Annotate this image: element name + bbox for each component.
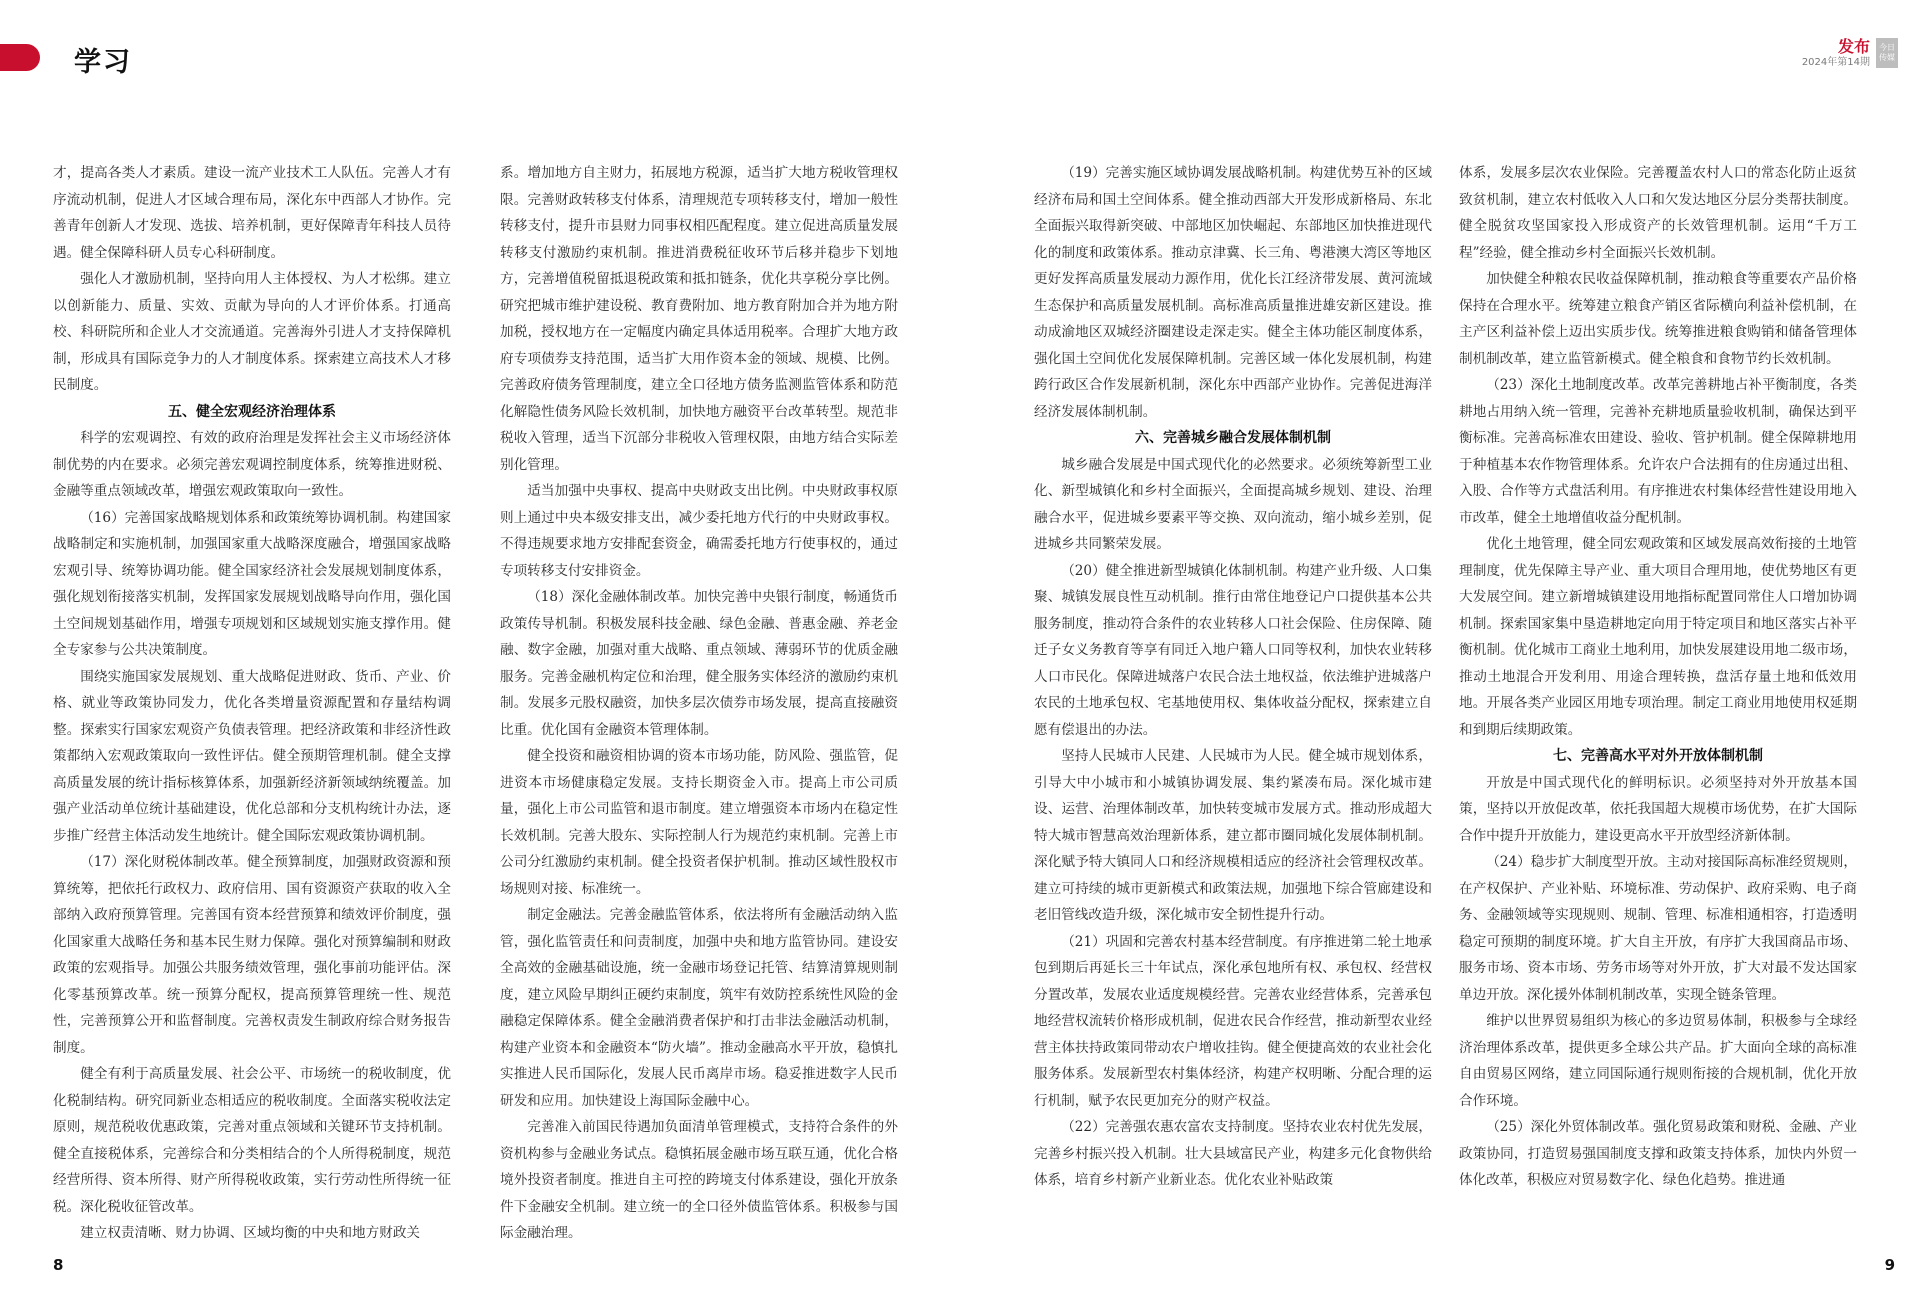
paragraph: （19）完善实施区域协调发展战略机制。构建优势互补的区域经济布局和国土空间体系。健全推动西部大开发形成新格局、东北全面振兴取得新突破、中部地区加快崛起、东部地区加快推进现代化的制度和政策体系。推动京津冀、长三角、粤港澳大湾区等地区更好发挥高质量发展动力源作用，优化长江经济带发展、黄河流域生态保护和高质量发展机制。高标准高质量推进雄安新区建设。推动成渝地区双城经济圈建设走深走实。健全主体功能区制度体系，强化国土空间优化发展保障机制。完善区域一体化发展机制，构建跨行政区合作发展新机制，深化东中西部产业协作。完善促进海洋经济发展体制机制。 [1034,165,1432,420]
masthead-name: 发布 [1837,37,1870,56]
section-title: 学习 [74,47,132,78]
paragraph: 建立权责清晰、财力协调、区域均衡的中央和地方财政关 [80,1225,421,1241]
paragraph: （23）深化土地制度改革。改革完善耕地占补平衡制度，各类耕地占用纳入统一管理，完善补充耕地质量验收机制，确保达到平衡标准。完善高标准农田建设、验收、管护机制。健全保障耕地用于种植基本农作物管理体系。允许农户合法拥有的住房通过出租、入股、合作等方式盘活利用。有序推进农村集体经营性建设用地入市改革，健全土地增值收益分配机制。 [1459,377,1857,526]
paragraph: （18）深化金融体制改革。加快完善中央银行制度，畅通货币政策传导机制。积极发展科技金融、绿色金融、普惠金融、养老金融、数字金融，加强对重大战略、重点领域、薄弱环节的优质金融服务。完善金融机构定位和治理，健全服务实体经济的激励约束机制。发展多元股权融资，加快多层次债券市场发展，提高直接融资比重。优化国有金融资本管理体制。 [500,589,898,738]
masthead-issue: 2024年第14期 [1801,57,1870,68]
paragraph: 适当加强中央事权、提高中央财政支出比例。中央财政事权原则上通过中央本级安排支出，减少委托地方代行的中央财政事权。不得违规要求地方安排配套资金，确需委托地方行使事权的，通过专项转移支付安排资金。 [500,483,898,579]
paragraph: （25）深化外贸体制改革。强化贸易政策和财税、金融、产业政策协同，打造贸易强国制度支撑和政策支持体系，加快内外贸一体化改革，积极应对贸易数字化、绿色化趋势。推进通 [1459,1119,1857,1188]
paragraph: 强化人才激励机制，坚持向用人主体授权、为人才松绑。建立以创新能力、质量、实效、贡献为导向的人才评价体系。打通高校、科研院所和企业人才交流通道。完善海外引进人才支持保障机制，形成具有国际竞争力的人才制度体系。探索建立高技术人才移民制度。 [53,271,451,393]
paragraph: （17）深化财税体制改革。健全预算制度，加强财政资源和预算统筹，把依托行政权力、政府信用、国有资源资产获取的收入全部纳入政府预算管理。完善国有资本经营预算和绩效评价制度，强化国家重大战略任务和基本民生财力保障。强化对预算编制和财政政策的宏观指导。加强公共服务绩效管理，强化事前功能评估。深化零基预算改革。统一预算分配权，提高预算管理统一性、规范性，完善预算公开和监督制度。完善权责发生制政府综合财务报告制度。 [53,854,451,1056]
masthead [1802,38,1898,70]
paragraph: 健全投资和融资相协调的资本市场功能，防风险、强监管，促进资本市场健康稳定发展。支持长期资金入市。提高上市公司质量，强化上市公司监管和退市制度。建立增强资本市场内在稳定性长效机制。完善大股东、实际控制人行为规范约束机制。完善上市公司分红激励约束机制。健全投资者保护机制。推动区域性股权市场规则对接、标准统一。 [500,748,898,897]
paragraph: 维护以世界贸易组织为核心的多边贸易体制，积极参与全球经济治理体系改革，提供更多全球公共产品。扩大面向全球的高标准自由贸易区网络，建立同国际通行规则衔接的合规机制，优化开放合作环境。 [1459,1013,1857,1109]
paragraph: （21）巩固和完善农村基本经营制度。有序推进第二轮土地承包到期后再延长三十年试点，深化承包地所有权、承包权、经营权分置改革，发展农业适度规模经营。完善农业经营体系，完善承包地经营权流转价格形成机制，促进农民合作经营，推动新型农业经营主体扶持政策同带动农户增收挂钩。健全便捷高效的农业社会化服务体系。发展新型农村集体经济，构建产权明晰、分配合理的运行机制，赋予农民更加充分的财产权益。 [1034,933,1432,1109]
page-number-left: 8 [53,1256,64,1274]
section-tab-marker [0,44,40,71]
paragraph: 坚持人民城市人民建、人民城市为人民。健全城市规划体系，引导大中小城市和小城镇协调发展、集约紧凑布局。深化城市建设、运营、治理体制改革，加快转变城市发展方式。推动形成超大特大城市智慧高效治理新体系，建立都市圈同城化发展体制机制。深化赋予特大镇同人口和经济规模相适应的经济社会管理权改革。建立可持续的城市更新模式和政策法规，加强地下综合管廊建设和老旧管线改造升级，深化城市安全韧性提升行动。 [1034,748,1432,923]
paragraph: （24）稳步扩大制度型开放。主动对接国际高标准经贸规则，在产权保护、产业补贴、环境标准、劳动保护、政府采购、电子商务、金融领域等实现规则、规制、管理、标准相通相容，打造透明稳定可预期的制度环境。扩大自主开放，有序扩大我国商品市场、服务市场、资本市场、劳务市场等对外开放，扩大对最不发达国家单边开放。深化援外体制机制改革，实现全链条管理。 [1459,854,1857,1003]
paragraph: 完善准入前国民待遇加负面清单管理模式，支持符合条件的外资机构参与金融业务试点。稳慎拓展金融市场互联互通，优化合格境外投资者制度。推进自主可控的跨境支付体系建设，强化开放条件下金融安全机制。建立统一的全口径外债监管体系。积极参与国际金融治理。 [500,1119,898,1241]
section-heading: 五、健全宏观经济治理体系 [168,403,336,420]
text-column-3 [1034,160,1432,1194]
paragraph: 健全有利于高质量发展、社会公平、市场统一的税收制度，优化税制结构。研究同新业态相适应的税收制度。全面落实税收法定原则，规范税收优惠政策，完善对重点领域和关键环节支持机制。健全直接税体系，完善综合和分类相结合的个人所得税制度，规范经营所得、资本所得、财产所得税收政策，实行劳动性所得统一征税。深化税收征管改革。 [53,1066,451,1215]
paragraph: 才，提高各类人才素质。建设一流产业技术工人队伍。完善人才有序流动机制，促进人才区域合理布局，深化东中西部人才协作。完善青年创新人才发现、选拔、培养机制，更好保障青年科技人员待遇。健全保障科研人员专心科研制度。 [53,165,451,261]
paragraph: 体系，发展多层次农业保险。完善覆盖农村人口的常态化防止返贫致贫机制，建立农村低收入人口和欠发达地区分层分类帮扶制度。健全脱贫攻坚国家投入形成资产的长效管理机制。运用“千万工程”经验，健全推动乡村全面振兴长效机制。 [1459,165,1857,261]
paragraph: 制定金融法。完善金融监管体系，依法将所有金融活动纳入监管，强化监管责任和问责制度，加强中央和地方监管协同。建设安全高效的金融基础设施，统一金融市场登记托管、结算清算规则制度，建立风险早期纠正硬约束制度，筑牢有效防控系统性风险的金融稳定保障体系。健全金融消费者保护和打击非法金融活动机制，构建产业资本和金融资本“防火墙”。推动金融高水平开放，稳慎扎实推进人民币国际化，发展人民币离岸市场。稳妥推进数字人民币研发和应用。加快建设上海国际金融中心。 [500,907,898,1109]
masthead-badge: 今日 传媒 [1876,38,1898,68]
paragraph: 优化土地管理，健全同宏观政策和区域发展高效衔接的土地管理制度，优先保障主导产业、重大项目合理用地，使优势地区有更大发展空间。建立新增城镇建设用地指标配置同常住人口增加协调机制。探索国家集中垦造耕地定向用于特定项目和地区落实占补平衡机制。优化城市工商业土地利用，加快发展建设用地二级市场，推动土地混合开发利用、用途合理转换，盘活存量土地和低效用地。开展各类产业园区用地专项治理。制定工商业用地使用权延期和到期后续期政策。 [1459,536,1857,738]
paragraph: 城乡融合发展是中国式现代化的必然要求。必须统筹新型工业化、新型城镇化和乡村全面振兴，全面提高城乡规划、建设、治理融合水平，促进城乡要素平等交换、双向流动，缩小城乡差别，促进城乡共同繁荣发展。 [1034,456,1432,552]
text-column-1 [53,160,451,1247]
paragraph: （16）完善国家战略规划体系和政策统筹协调机制。构建国家战略制定和实施机制，加强国家重大战略深度融合，增强国家战略宏观引导、统筹协调功能。健全国家经济社会发展规划制度体系，强化规划衔接落实机制，发挥国家发展规划战略导向作用，强化国土空间规划基础作用，增强专项规划和区域规划实施支撑作用。健全专家参与公共决策制度。 [53,509,451,658]
paragraph: （20）健全推进新型城镇化体制机制。构建产业升级、人口集聚、城镇发展良性互动机制。推行由常住地登记户口提供基本公共服务制度，推动符合条件的农业转移人口社会保险、住房保障、随迁子女义务教育等享有同迁入地户籍人口同等权利，加快农业转移人口市民化。保障进城落户农民合法土地权益，依法维护进城落户农民的土地承包权、宅基地使用权、集体收益分配权，探索建立自愿有偿退出的办法。 [1034,562,1432,738]
page-number-right: 9 [1884,1256,1895,1274]
text-column-2 [500,160,898,1247]
paragraph: 系。增加地方自主财力，拓展地方税源，适当扩大地方税收管理权限。完善财政转移支付体系，清理规范专项转移支付，增加一般性转移支付，提升市县财力同事权相匹配程度。建立促进高质量发展转移支付激励约束机制。推进消费税征收环节后移并稳步下划地方，完善增值税留抵退税政策和抵扣链条，优化共享税分享比例。研究把城市维护建设税、教育费附加、地方教育附加合并为地方附加税，授权地方在一定幅度内确定具体适用税率。合理扩大地方政府专项债券支持范围，适当扩大用作资本金的领域、规模、比例。完善政府债务管理制度，建立全口径地方债务监测监管体系和防范化解隐性债务风险长效机制，加快地方融资平台改革转型。规范非税收入管理，适当下沉部分非税收入管理权限，由地方结合实际差别化管理。 [500,165,898,473]
section-heading: 六、完善城乡融合发展体制机制 [1135,430,1331,446]
section-heading: 七、完善高水平对外开放体制机制 [1553,748,1763,764]
paragraph: 围绕实施国家发展规划、重大战略促进财政、货币、产业、价格、就业等政策协同发力，优化各类增量资源配置和存量结构调整。探索实行国家宏观资产负债表管理。把经济政策和非经济性政策都纳入宏观政策取向一致性评估。健全预期管理机制。健全支撑高质量发展的统计指标核算体系，加强新经济新领域纳统覆盖。加强产业活动单位统计基础建设，优化总部和分支机构统计办法，逐步推广经营主体活动发生地统计。健全国际宏观政策协调机制。 [53,668,451,844]
paragraph: 加快健全种粮农民收益保障机制，推动粮食等重要农产品价格保持在合理水平。统筹建立粮食产销区省际横向利益补偿机制，在主产区利益补偿上迈出实质步伐。统筹推进粮食购销和储备管理体制机制改革，建立监管新模式。健全粮食和食物节约长效机制。 [1459,271,1857,367]
text-column-4 [1459,160,1857,1194]
paragraph: 科学的宏观调控、有效的政府治理是发挥社会主义市场经济体制优势的内在要求。必须完善宏观调控制度体系，统筹推进财税、金融等重点领域改革，增强宏观政策取向一致性。 [53,430,451,499]
right-page [960,0,1920,1307]
paragraph: （22）完善强农惠农富农支持制度。坚持农业农村优先发展，完善乡村振兴投入机制。壮大县域富民产业，构建多元化食物供给体系，培育乡村新产业新业态。优化农业补贴政策 [1034,1119,1432,1188]
paragraph: 开放是中国式现代化的鲜明标识。必须坚持对外开放基本国策，坚持以开放促改革，依托我国超大规模市场优势，在扩大国际合作中提升开放能力，建设更高水平开放型经济新体制。 [1459,774,1857,844]
